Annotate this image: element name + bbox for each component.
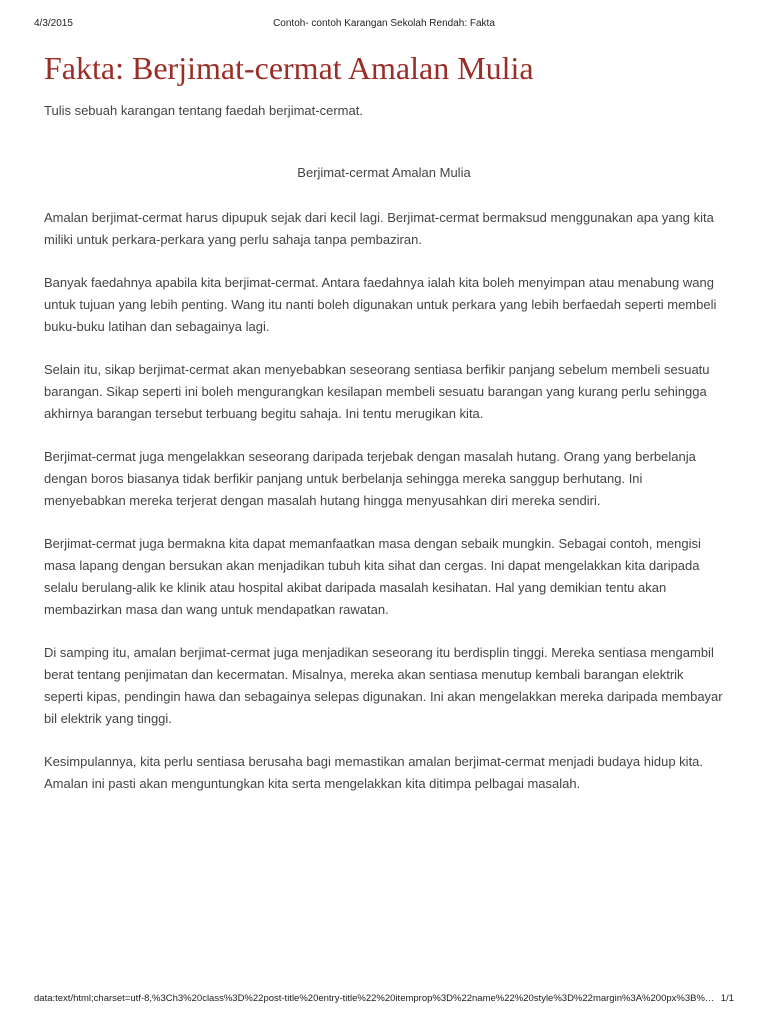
print-footer [34,993,734,1007]
essay-title: Berjimat-cermat Amalan Mulia [297,165,471,180]
essay-prompt: Tulis sebuah karangan tentang faedah berjimat-cermat. [44,103,363,118]
essay-paragraph: Kesimpulannya, kita perlu sentiasa berusaha bagi memastikan amalan berjimat-cermat menjadi budaya hidup kita. Amalan ini pasti akan menguntungkan kita serta mengelakkan kita ditimpa pelbagai masalah. [44,754,704,791]
essay-paragraph: Banyak faedahnya apabila kita berjimat-cermat. Antara faedahnya ialah kita boleh menyimpan atau menabung wang untuk tujuan yang lebih penting. Wang itu nanti boleh digunakan untuk perkara yang lebih berfaedah seperti membeli buku-buku latihan dan sebagainya lagi. [44,275,717,334]
print-header [34,18,734,32]
essay-paragraph: Selain itu, sikap berjimat-cermat akan menyebabkan seseorang sentiasa berfikir panjang sebelum membeli sesuatu barangan. Sikap seperti ini boleh mengurangkan kesilapan membeli sesuatu barangan yang kurang perlu sehingga akhirnya barangan tersebut terbuang begitu sahaja. Ini tentu merugikan kita. [44,362,710,421]
essay-paragraph: Amalan berjimat-cermat harus dipupuk sejak dari kecil lagi. Berjimat-cermat bermaksud menggunakan apa yang kita miliki untuk perkara-perkara yang perlu sahaja tanpa pembaziran. [44,210,714,247]
essay-paragraph: Di samping itu, amalan berjimat-cermat juga menjadikan seseorang itu berdisplin tinggi. Mereka sentiasa mengambil berat tentang penjimatan dan kecermatan. Misalnya, mereka akan sentiasa menutup kembali barangan elektrik seperti kipas, pendingin hawa dan sebagainya selepas digunakan. Ini akan mengelakkan mereka daripada membayar bil elektrik yang tinggi. [44,645,723,726]
print-document-title: Contoh- contoh Karangan Sekolah Rendah: Fakta [273,18,495,29]
essay-paragraph: Berjimat-cermat juga mengelakkan seseorang daripada terjebak dengan masalah hutang. Orang yang berbelanja dengan boros biasanya tidak berfikir panjang untuk berbelanja sehingga mereka sanggup berhutang. Ini menyebabkan mereka terjerat dengan masalah hutang hingga menyusahkan diri mereka sendiri. [44,449,696,508]
post-title: Fakta: Berjimat-cermat Amalan Mulia [44,50,534,86]
essay-paragraph: Berjimat-cermat juga bermakna kita dapat memanfaatkan masa dengan sebaik mungkin. Sebagai contoh, mengisi masa lapang dengan bersukan akan menjadikan tubuh kita sihat dan cergas. Ini dapat mengelakkan kita daripada selalu berulang-alik ke klinik atau hospital akibat daripada masalah kesihatan. Hal yang demikian tentu akan membazirkan masa dan wang untuk mendapatkan rawatan. [44,536,701,617]
print-date: 4/3/2015 [34,18,73,29]
print-url: data:text/html;charset=utf-8,%3Ch3%20class%3D%22post-title%20entry-title%22%20itemprop%3D%22name%22%20style%3D%22margin%3A%200px%3B%… [34,993,714,1004]
page-number: 1/1 [720,993,734,1004]
essay-body [44,207,724,795]
post-content [44,40,724,816]
